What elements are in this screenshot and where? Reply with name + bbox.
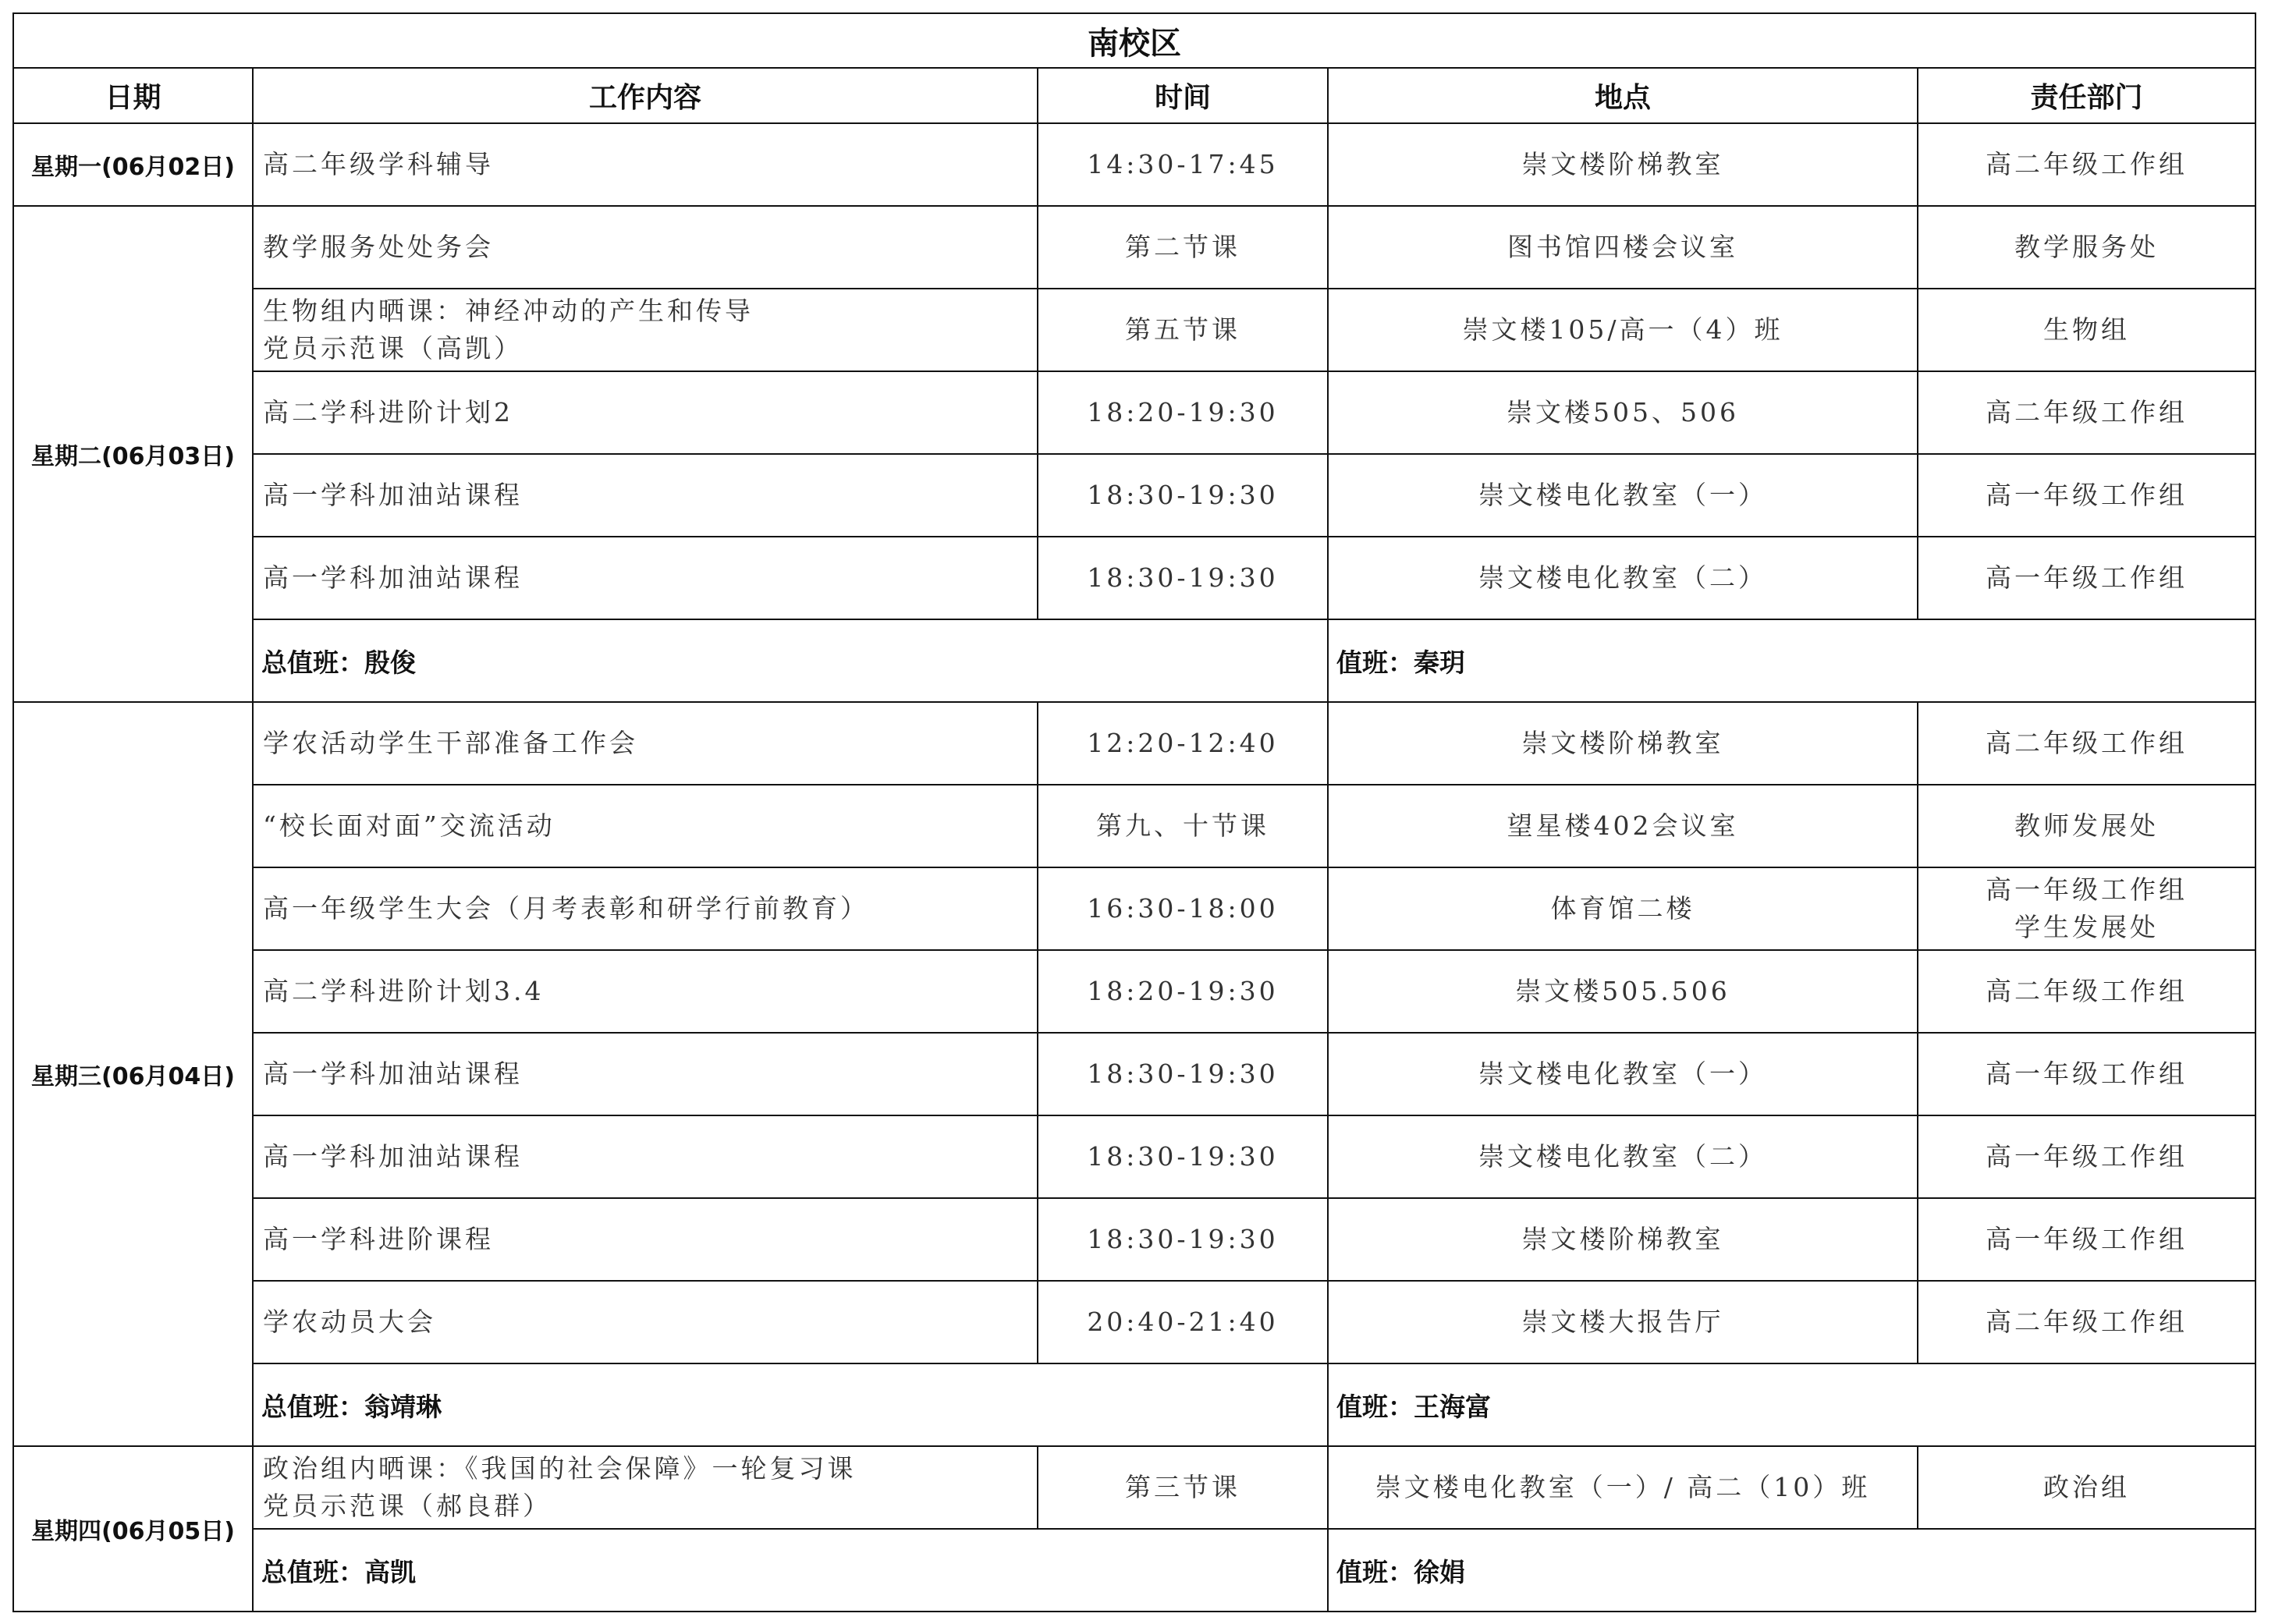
duty-row — [13, 619, 2255, 702]
dept-line: 高一年级工作组 — [1986, 874, 2188, 905]
dept-cell — [1918, 950, 2255, 1033]
task-cell — [253, 950, 1038, 1033]
task-cell — [253, 371, 1038, 454]
table-row — [13, 537, 2255, 619]
dept-cell — [1918, 1281, 2255, 1363]
chief-duty-cell: 总值班：高凯 — [253, 1529, 1328, 1612]
time-cell: 18:20-19:30 — [1038, 371, 1328, 454]
schedule-body — [13, 13, 2255, 1612]
table-row — [13, 371, 2255, 454]
time-cell: 12:20-12:40 — [1038, 702, 1328, 785]
dept-line: 生物组 — [2043, 314, 2131, 345]
table-row — [13, 702, 2255, 785]
header-dept: 责任部门 — [1918, 68, 2255, 123]
dept-cell — [1918, 289, 2255, 371]
task-line: 高一学科加油站课程 — [263, 1141, 523, 1172]
dept-cell — [1918, 1198, 2255, 1281]
day-date-cell: 星期一(06月02日) — [13, 123, 253, 206]
task-cell — [253, 785, 1038, 867]
table-row — [13, 1446, 2255, 1529]
header-date: 日期 — [13, 68, 253, 123]
place-cell: 崇文楼电化教室（二） — [1328, 1115, 1918, 1198]
dept-line: 高一年级工作组 — [1986, 562, 2188, 593]
task-line: 高一年级学生大会（月考表彰和研学行前教育） — [263, 893, 869, 924]
place-cell: 崇文楼电化教室（一）/ 高二（10）班 — [1328, 1446, 1918, 1529]
dept-cell — [1918, 371, 2255, 454]
task-line: 生物组内晒课：神经冲动的产生和传导 — [263, 296, 754, 326]
dept-line: 高二年级工作组 — [1986, 149, 2188, 179]
table-row — [13, 1115, 2255, 1198]
time-cell: 18:30-19:30 — [1038, 1198, 1328, 1281]
place-cell: 崇文楼电化教室（二） — [1328, 537, 1918, 619]
time-cell: 第五节课 — [1038, 289, 1328, 371]
task-cell — [253, 1446, 1038, 1529]
task-line: 高一学科加油站课程 — [263, 480, 523, 510]
time-cell: 18:30-19:30 — [1038, 537, 1328, 619]
place-cell: 崇文楼电化教室（一） — [1328, 1033, 1918, 1115]
header-row — [13, 68, 2255, 123]
dept-line: 高二年级工作组 — [1986, 976, 2188, 1006]
header-time: 时间 — [1038, 68, 1328, 123]
chief-duty-cell: 总值班：殷俊 — [253, 619, 1328, 702]
duty-cell: 值班：秦玥 — [1328, 619, 2255, 702]
task-cell — [253, 702, 1038, 785]
task-cell — [253, 123, 1038, 206]
dept-line: 高一年级工作组 — [1986, 480, 2188, 510]
dept-cell — [1918, 454, 2255, 537]
task-cell — [253, 867, 1038, 950]
task-cell — [253, 1198, 1038, 1281]
dept-cell — [1918, 1033, 2255, 1115]
task-line: 政治组内晒课：《我国的社会保障》一轮复习课 — [263, 1453, 857, 1484]
schedule-table — [12, 12, 2256, 1612]
time-cell: 18:30-19:30 — [1038, 454, 1328, 537]
dept-cell — [1918, 206, 2255, 289]
task-line: 教学服务处处务会 — [263, 232, 494, 262]
dept-line: 高二年级工作组 — [1986, 1307, 2188, 1337]
campus-title: 南校区 — [13, 13, 2255, 68]
time-cell: 18:30-19:30 — [1038, 1115, 1328, 1198]
place-cell: 崇文楼大报告厅 — [1328, 1281, 1918, 1363]
time-cell: 16:30-18:00 — [1038, 867, 1328, 950]
task-line: 高二学科进阶计划2 — [263, 397, 513, 427]
task-cell — [253, 1115, 1038, 1198]
dept-cell — [1918, 1115, 2255, 1198]
time-cell: 第九、十节课 — [1038, 785, 1328, 867]
table-row — [13, 1198, 2255, 1281]
time-cell: 第三节课 — [1038, 1446, 1328, 1529]
task-line: 学农动员大会 — [263, 1307, 436, 1337]
dept-cell — [1918, 537, 2255, 619]
header-task: 工作内容 — [253, 68, 1038, 123]
time-cell: 20:40-21:40 — [1038, 1281, 1328, 1363]
place-cell: 崇文楼505、506 — [1328, 371, 1918, 454]
table-row — [13, 454, 2255, 537]
dept-line: 高一年级工作组 — [1986, 1224, 2188, 1254]
task-line: 高一学科加油站课程 — [263, 562, 523, 593]
table-row — [13, 950, 2255, 1033]
dept-line: 高一年级工作组 — [1986, 1058, 2188, 1089]
table-row — [13, 1281, 2255, 1363]
day-date-cell: 星期四(06月05日) — [13, 1446, 253, 1612]
task-cell — [253, 1281, 1038, 1363]
dept-cell — [1918, 702, 2255, 785]
dept-line: 政治组 — [2043, 1472, 2131, 1502]
table-row — [13, 867, 2255, 950]
dept-cell — [1918, 785, 2255, 867]
task-line: 高一学科加油站课程 — [263, 1058, 523, 1089]
task-cell — [253, 289, 1038, 371]
day-date-cell: 星期三(06月04日) — [13, 702, 253, 1446]
time-cell: 18:20-19:30 — [1038, 950, 1328, 1033]
dept-line: 学生发展处 — [2014, 912, 2160, 942]
dept-line: 高一年级工作组 — [1986, 1141, 2188, 1172]
duty-cell: 值班：徐娟 — [1328, 1529, 2255, 1612]
time-cell: 14:30-17:45 — [1038, 123, 1328, 206]
time-cell: 第二节课 — [1038, 206, 1328, 289]
dept-line: 高二年级工作组 — [1986, 397, 2188, 427]
place-cell: 体育馆二楼 — [1328, 867, 1918, 950]
task-line: 党员示范课（郝良群） — [263, 1491, 552, 1521]
dept-line: 教学服务处 — [2014, 232, 2160, 262]
task-cell — [253, 1033, 1038, 1115]
place-cell: 崇文楼105/高一（4）班 — [1328, 289, 1918, 371]
task-line: 高一学科进阶课程 — [263, 1224, 494, 1254]
title-row — [13, 13, 2255, 68]
task-cell — [253, 537, 1038, 619]
task-cell — [253, 454, 1038, 537]
table-row — [13, 785, 2255, 867]
task-line: 党员示范课（高凯） — [263, 333, 523, 363]
header-place: 地点 — [1328, 68, 1918, 123]
table-row — [13, 289, 2255, 371]
dept-line: 高二年级工作组 — [1986, 728, 2188, 758]
duty-cell: 值班：王海富 — [1328, 1363, 2255, 1446]
dept-cell — [1918, 123, 2255, 206]
dept-cell — [1918, 1446, 2255, 1529]
place-cell: 崇文楼阶梯教室 — [1328, 702, 1918, 785]
place-cell: 望星楼402会议室 — [1328, 785, 1918, 867]
task-line: 学农活动学生干部准备工作会 — [263, 728, 638, 758]
table-row — [13, 123, 2255, 206]
task-line: 高二学科进阶计划3.4 — [263, 976, 545, 1006]
task-cell — [253, 206, 1038, 289]
place-cell: 崇文楼电化教室（一） — [1328, 454, 1918, 537]
dept-cell — [1918, 867, 2255, 950]
table-row — [13, 206, 2255, 289]
place-cell: 图书馆四楼会议室 — [1328, 206, 1918, 289]
dept-line: 教师发展处 — [2014, 810, 2160, 841]
time-cell: 18:30-19:30 — [1038, 1033, 1328, 1115]
day-date-cell: 星期二(06月03日) — [13, 206, 253, 702]
place-cell: 崇文楼505.506 — [1328, 950, 1918, 1033]
duty-row — [13, 1363, 2255, 1446]
duty-row — [13, 1529, 2255, 1612]
place-cell: 崇文楼阶梯教室 — [1328, 1198, 1918, 1281]
task-line: 高二年级学科辅导 — [263, 149, 494, 179]
table-row — [13, 1033, 2255, 1115]
chief-duty-cell: 总值班：翁靖琳 — [253, 1363, 1328, 1446]
task-line: “校长面对面”交流活动 — [263, 810, 555, 841]
place-cell: 崇文楼阶梯教室 — [1328, 123, 1918, 206]
